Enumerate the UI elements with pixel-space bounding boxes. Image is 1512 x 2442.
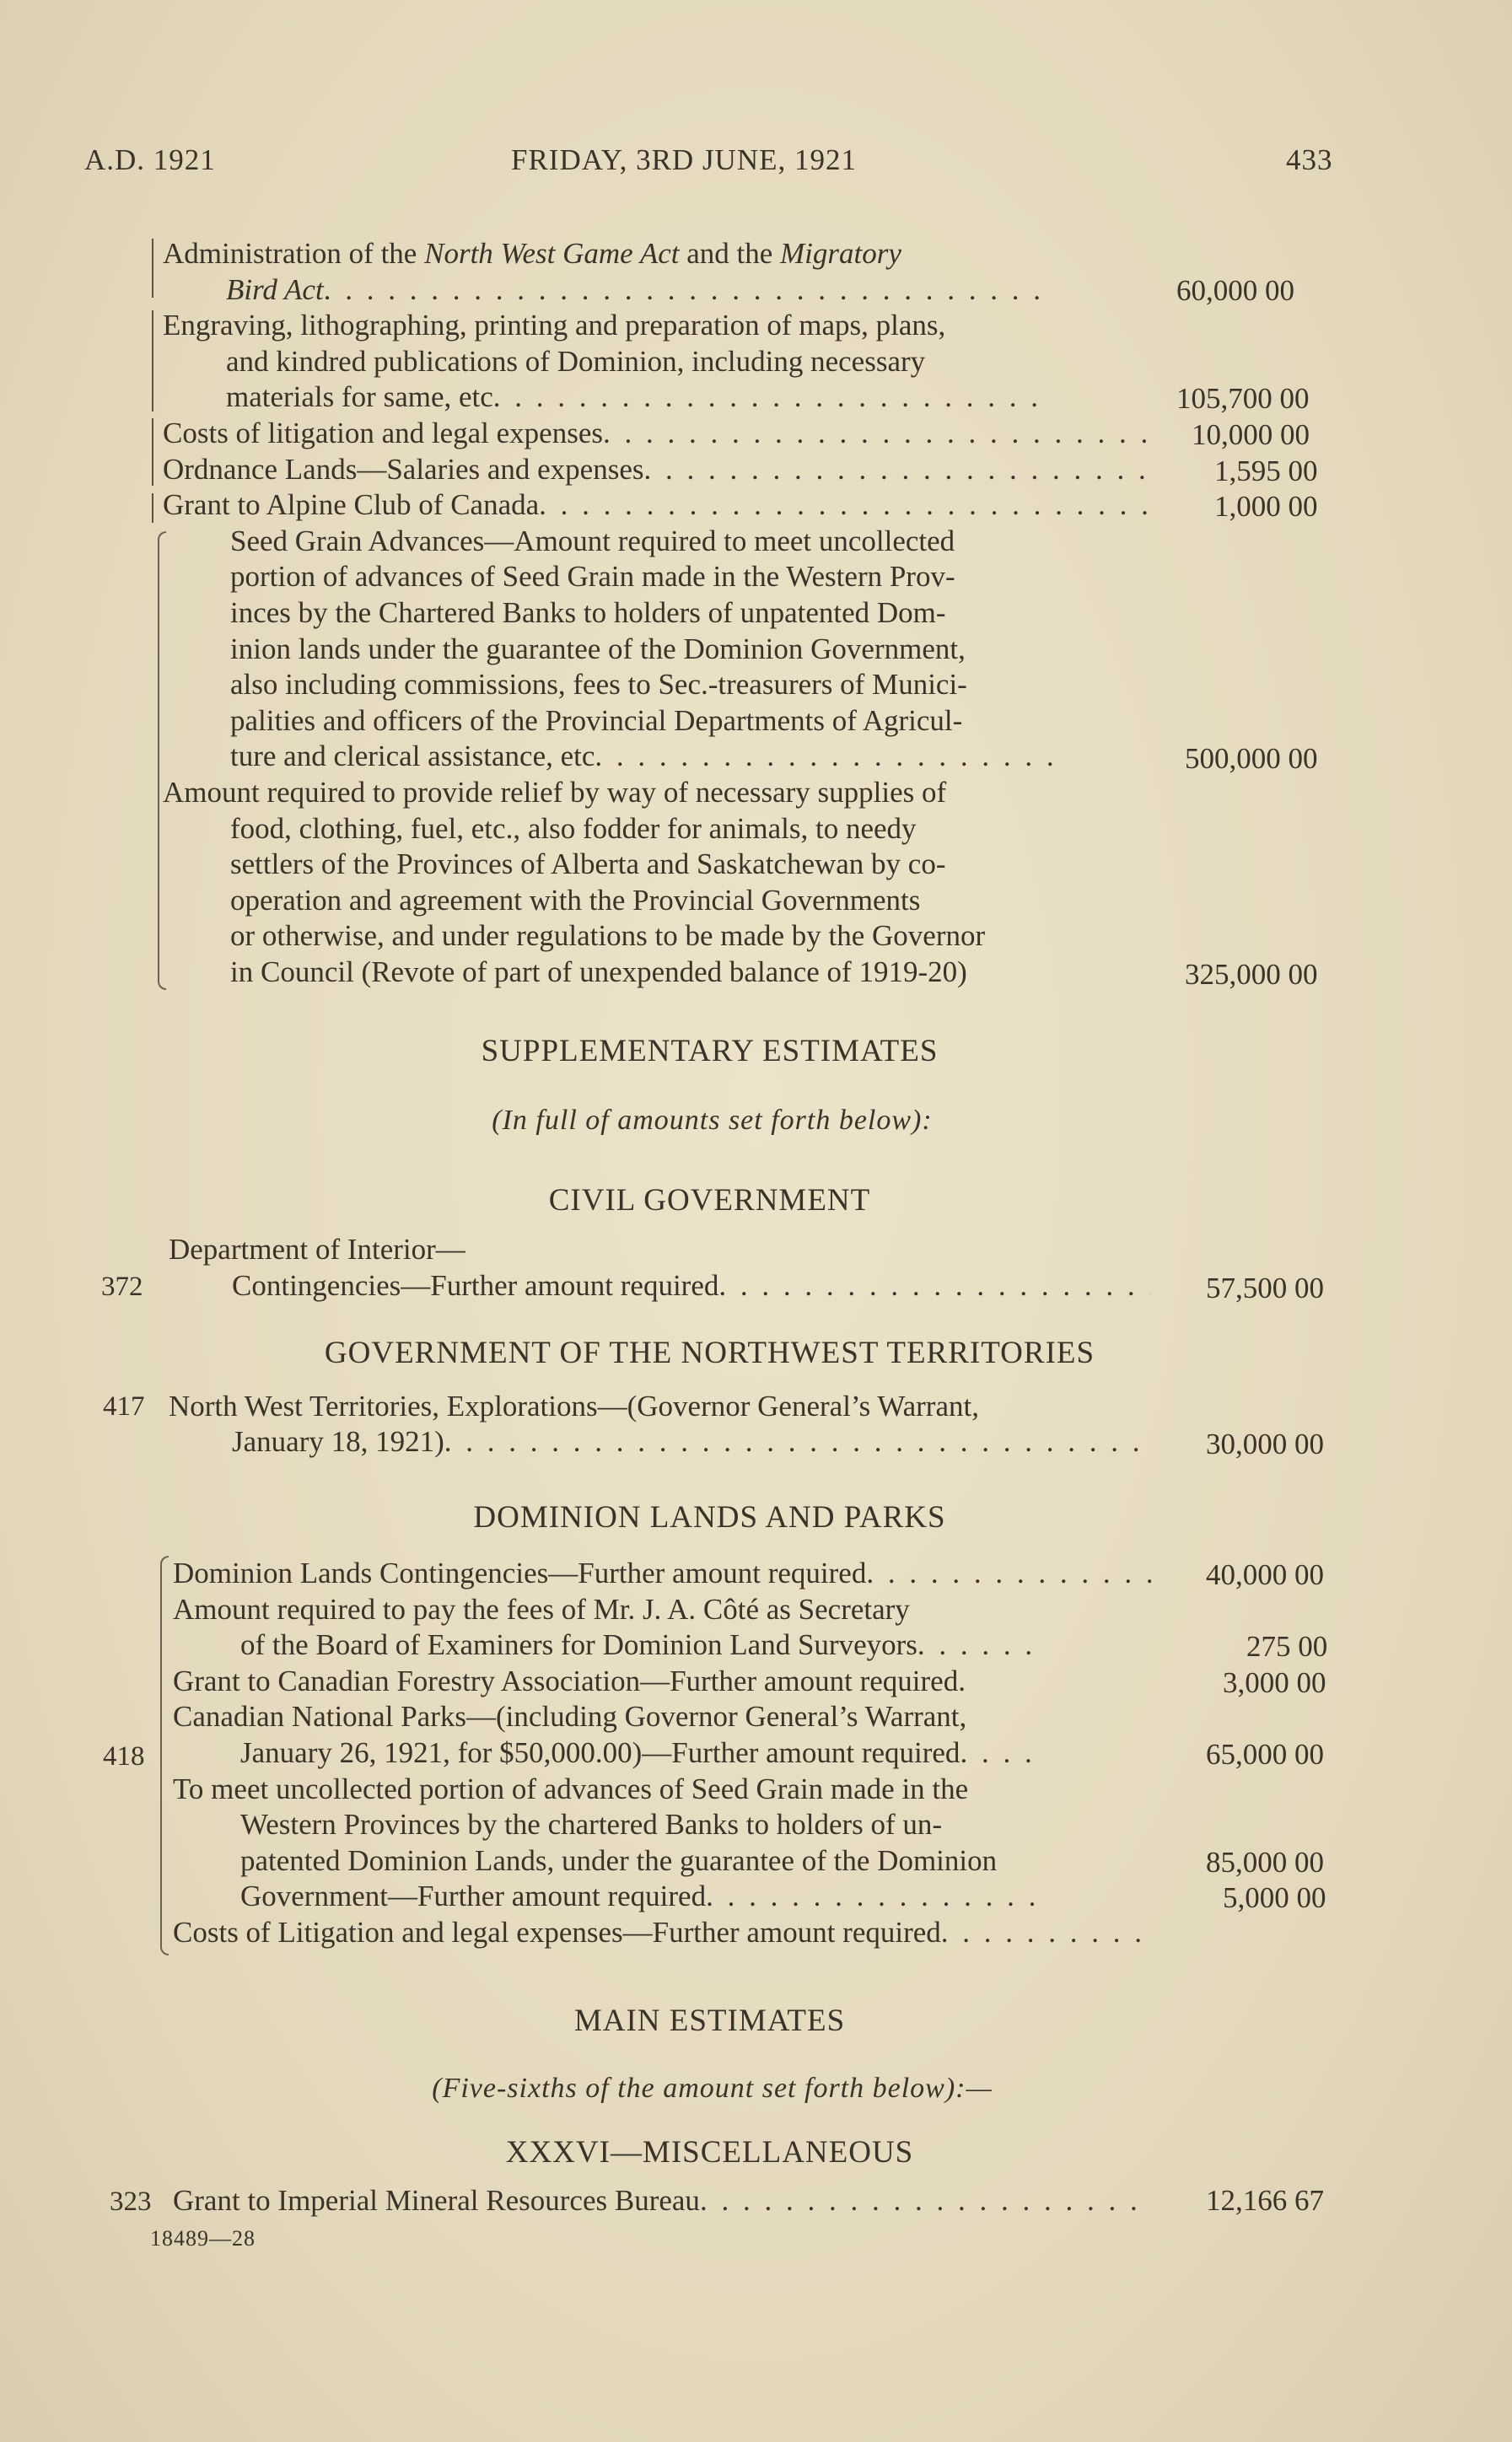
- entry-text: Grant to Canadian Forestry Association—Further amount required.: [173, 1664, 966, 1697]
- vote-number: 418: [103, 1741, 145, 1772]
- entry-line: [163, 918, 1149, 955]
- section-subheading: (Five-sixths of the amount set forth below):—: [432, 2073, 993, 2104]
- entry-text: Bird Act: [226, 272, 324, 306]
- estimates-block-1: [163, 236, 1149, 990]
- amount: [1176, 274, 1294, 308]
- entry-line: [163, 703, 1149, 740]
- amount-dollars: 85,000: [1206, 1846, 1288, 1879]
- leader-dots: [960, 1735, 1041, 1772]
- entry-line: [163, 524, 1149, 560]
- printer-code: 18489—28: [150, 2226, 256, 2251]
- page-number: 433: [1286, 143, 1333, 176]
- entry-text: also including commissions, fees to Sec.-treasurers of Munici-: [230, 668, 967, 702]
- entry-text: or otherwise, and under regulations to be made by the Governor: [230, 919, 986, 953]
- entry-line: [163, 308, 1149, 344]
- leader-dots: [706, 1879, 1041, 1915]
- entry-line: [173, 1664, 1155, 1700]
- leader-dots: [324, 272, 1052, 309]
- leader-dots: [718, 1269, 1151, 1303]
- section-heading: XXXVI—MISCELLANEOUS: [505, 2135, 914, 2170]
- entry-line: [163, 955, 1149, 991]
- vote-number: 417: [103, 1391, 145, 1422]
- entry-line: [163, 379, 1052, 416]
- entry-text: Grant to Imperial Mineral Resources Bureau: [173, 2184, 700, 2217]
- department-label: Department of Interior—: [169, 1233, 465, 1266]
- amount-cents: 00: [1288, 455, 1318, 487]
- bracket-line: [152, 493, 153, 523]
- entry-text: Contingencies—Further amount required: [232, 1269, 719, 1302]
- entry-line: [173, 2184, 1151, 2218]
- amount-dollars: 30,000: [1206, 1428, 1288, 1460]
- section-heading: SUPPLEMENTARY ESTIMATES: [481, 1034, 939, 1068]
- vote-number: 323: [110, 2187, 152, 2217]
- amount-cents: 00: [1294, 1738, 1324, 1771]
- bracket-line: [152, 418, 153, 486]
- entry-line: [232, 1269, 1151, 1303]
- amount: [1223, 1881, 1326, 1915]
- amount-cents: 67: [1294, 2184, 1324, 2217]
- entry-line: [163, 272, 1052, 309]
- entry-text: operation and agreement with the Provincial Governments: [230, 883, 921, 917]
- entry-line: [163, 416, 1149, 452]
- amount-cents: 00: [1296, 1666, 1326, 1699]
- entry-text: ture and clerical assistance, etc: [230, 740, 595, 773]
- leader-dots: [941, 1915, 1151, 1951]
- entry-text: palities and officers of the Provincial Departments of Agricul-: [230, 703, 963, 737]
- amount-dollars: 12,166: [1206, 2184, 1288, 2217]
- amount: [1206, 1428, 1324, 1461]
- amount-cents: 00: [1280, 418, 1310, 451]
- entry-text: patented Dominion Lands, under the guarantee of the Dominion: [240, 1843, 998, 1877]
- amount: [1206, 2184, 1324, 2218]
- entry-line: [163, 847, 1149, 883]
- entry-text: materials for same, etc: [226, 380, 493, 414]
- entry-line: [232, 1425, 1151, 1459]
- amount-dollars: 5,000: [1223, 1881, 1289, 1914]
- leader-dots: [700, 2184, 1151, 2218]
- amount: [1185, 742, 1318, 776]
- amount-cents: 00: [1288, 958, 1318, 991]
- entry-line: [173, 1735, 1041, 1772]
- entry-line: [173, 1699, 1155, 1735]
- amount-dollars: 500,000: [1185, 742, 1281, 775]
- entry-line: [163, 739, 1052, 775]
- running-head-year: A.D. 1921: [84, 143, 216, 176]
- entry-text: Costs of litigation and legal expenses: [163, 416, 603, 449]
- section-subheading: (In full of amounts set forth below):: [492, 1105, 933, 1136]
- amount: [1214, 490, 1318, 524]
- section-heading: DOMINION LANDS AND PARKS: [473, 1500, 946, 1535]
- entry-text: Seed Grain Advances—Amount required to meet uncollected: [230, 524, 955, 557]
- leader-dots: [595, 739, 1052, 775]
- entry-text: inces by the Chartered Banks to holders of unpatented Dom-: [230, 595, 946, 629]
- entry-line: [163, 595, 1149, 632]
- entry-text: January 26, 1921, for $50,000.00)—Further amount required: [240, 1735, 960, 1769]
- entry-text: January 18, 1921): [232, 1425, 444, 1458]
- entry-line: [163, 559, 1149, 595]
- entry-text: Engraving, lithographing, printing and preparation of maps, plans,: [163, 309, 946, 342]
- entry-line: [173, 1843, 1155, 1880]
- entry-text: Ordnance Lands—Salaries and expenses: [163, 452, 644, 486]
- entry-text: North West Territories, Explorations—(Governor General’s Warrant,: [169, 1390, 979, 1423]
- leader-dots: [866, 1556, 1151, 1592]
- amount-cents: 00: [1294, 1272, 1324, 1304]
- entry-line: [173, 1592, 1155, 1628]
- entry-text: and kindred publications of Dominion, including necessary: [226, 344, 926, 378]
- entry-line: [173, 1772, 1155, 1808]
- amount: [1192, 418, 1310, 452]
- amount: [1206, 1272, 1324, 1305]
- amount: [1214, 455, 1318, 488]
- estimates-block-dlp: [173, 1556, 1155, 1951]
- amount-dollars: 40,000: [1206, 1558, 1288, 1591]
- leader-dots: [917, 1627, 1041, 1664]
- leader-dots: [644, 452, 1150, 488]
- amount-dollars: 275: [1246, 1630, 1291, 1663]
- entry-line: [163, 632, 1149, 668]
- entry-text: Western Provinces by the chartered Banks to holders of un-: [240, 1808, 943, 1842]
- amount-cents: 00: [1288, 490, 1318, 523]
- leader-dots: [603, 416, 1149, 452]
- leader-dots: [539, 487, 1149, 524]
- entry-text: in Council (Revote of part of unexpended balance of 1919-20): [230, 955, 967, 988]
- amount-dollars: 1,000: [1214, 490, 1281, 523]
- amount-cents: 00: [1294, 1558, 1324, 1591]
- amount-cents: 00: [1294, 1428, 1324, 1460]
- amount-cents: 00: [1265, 274, 1294, 307]
- amount-dollars: 325,000: [1185, 958, 1281, 991]
- bracket-line: [152, 310, 153, 411]
- entry-text: Administration of the North West Game Act and the Migratory: [163, 237, 901, 270]
- entry-line: [173, 1879, 1041, 1915]
- amount: [1206, 1558, 1324, 1592]
- amount: [1223, 1666, 1326, 1700]
- entry-line: [163, 667, 1149, 703]
- entry-text: portion of advances of Seed Grain made in the Western Prov-: [230, 560, 955, 594]
- amount-dollars: 1,595: [1214, 455, 1281, 487]
- entry-line: [163, 775, 1149, 811]
- amount-dollars: 60,000: [1176, 274, 1258, 307]
- running-head-date: FRIDAY, 3RD JUNE, 1921: [511, 143, 857, 176]
- entry-line: [163, 236, 1149, 272]
- entry-line: [163, 344, 1149, 380]
- amount-dollars: 105,700: [1176, 382, 1273, 415]
- amount-dollars: 3,000: [1223, 1666, 1289, 1699]
- amount-cents: 00: [1279, 382, 1310, 415]
- amount-cents: 00: [1296, 1881, 1326, 1914]
- entry-text: Costs of Litigation and legal expenses—Further amount required: [173, 1915, 941, 1949]
- section-heading: GOVERNMENT OF THE NORTHWEST TERRITORIES: [324, 1336, 1095, 1370]
- entry-line: [173, 1915, 1151, 1951]
- entry-text: Canadian National Parks—(including Governor General’s Warrant,: [173, 1700, 967, 1734]
- entry-text: Amount required to pay the fees of Mr. J. A. Côté as Secretary: [173, 1592, 910, 1626]
- section-heading: MAIN ESTIMATES: [573, 2004, 846, 2038]
- section-heading: CIVIL GOVERNMENT: [548, 1183, 871, 1218]
- entry-line: [163, 452, 1149, 488]
- amount-cents: 00: [1298, 1630, 1328, 1663]
- vote-number: 372: [101, 1272, 143, 1302]
- leader-dots: [493, 379, 1052, 416]
- amount-dollars: 57,500: [1206, 1272, 1288, 1304]
- amount-dollars: 10,000: [1192, 418, 1273, 451]
- entry-line: [163, 811, 1149, 847]
- entry-text: of the Board of Examiners for Dominion Land Surveyors: [240, 1628, 917, 1662]
- entry-text: inion lands under the guarantee of the Dominion Government,: [230, 632, 966, 665]
- entry-text: Dominion Lands Contingencies—Further amount required: [173, 1557, 867, 1589]
- amount: [1185, 958, 1318, 992]
- amount: [1206, 1846, 1324, 1880]
- entry-text: To meet uncollected portion of advances of Seed Grain made in the: [173, 1772, 969, 1805]
- amount-cents: 00: [1294, 1846, 1324, 1879]
- amount-cents: 00: [1288, 742, 1318, 775]
- entry-line: [173, 1807, 1155, 1843]
- entry-text: Amount required to provide relief by way of necessary supplies of: [163, 775, 947, 809]
- entry-line: [173, 1556, 1151, 1592]
- entry-text: Grant to Alpine Club of Canada: [163, 488, 540, 522]
- amount-dollars: 65,000: [1206, 1738, 1288, 1771]
- entry-text: food, clothing, fuel, etc., also fodder for animals, to needy: [230, 811, 917, 845]
- entry-line: [163, 487, 1149, 524]
- amount: [1206, 1738, 1324, 1772]
- amount: [1246, 1630, 1327, 1664]
- entry-text: settlers of the Provinces of Alberta and Saskatchewan by co-: [230, 847, 946, 881]
- curly-brace: [160, 1556, 169, 1955]
- entry-line: [163, 883, 1149, 919]
- entry-line: [173, 1627, 1041, 1664]
- leader-dots: [444, 1425, 1151, 1459]
- amount: [1176, 382, 1310, 416]
- bracket-line: [152, 239, 153, 298]
- entry-text: Government—Further amount required: [240, 1880, 707, 1913]
